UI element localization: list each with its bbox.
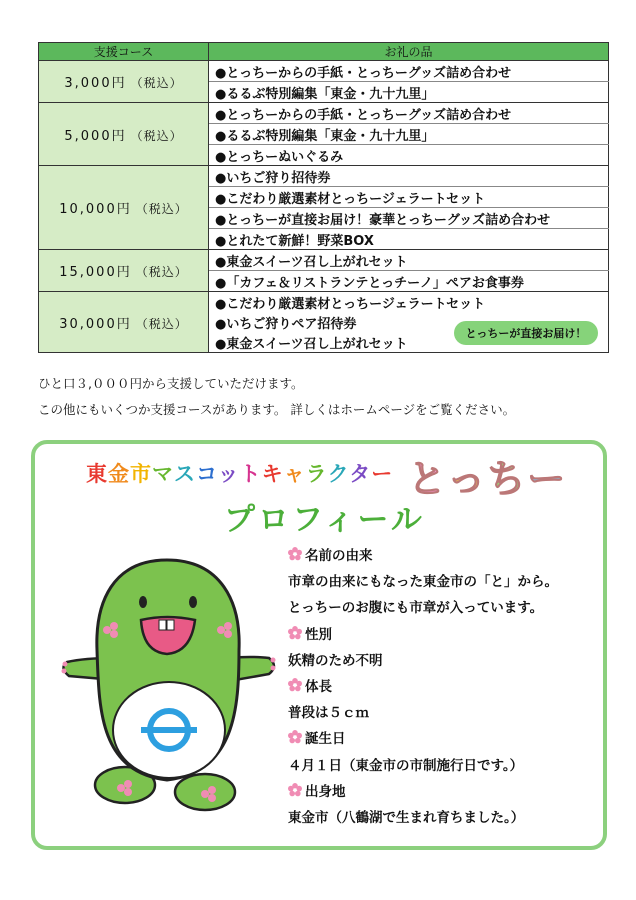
gift-item: ●「カフェ＆リストランテとっチーノ」ペアお食事券 bbox=[209, 271, 609, 292]
logo-char: ち bbox=[487, 457, 528, 501]
heading-char: ャ bbox=[283, 462, 306, 486]
logo-char: っ bbox=[447, 457, 488, 501]
course-cell bbox=[39, 292, 209, 353]
heading-char: ー bbox=[371, 462, 394, 486]
profile-field-value bbox=[288, 570, 558, 590]
course-tax: （税込） bbox=[135, 316, 188, 331]
sakura-icon bbox=[288, 678, 302, 692]
course-tax: （税込） bbox=[135, 202, 188, 216]
gift-item: ●こだわり厳選素材とっちージェラートセット bbox=[209, 187, 609, 208]
course-tax: （税込） bbox=[130, 76, 183, 90]
profile-subtitle: プロフィール bbox=[224, 502, 425, 538]
profile-field-label bbox=[288, 780, 346, 800]
table-row bbox=[39, 103, 609, 124]
course-tax: （税込） bbox=[135, 265, 188, 279]
table-row bbox=[39, 292, 609, 313]
sakura-icon bbox=[288, 547, 302, 561]
table-header-row bbox=[39, 43, 609, 61]
profile-text: 普段は５ｃｍ bbox=[288, 705, 369, 722]
profile-field-label bbox=[288, 675, 332, 695]
heading-char: コ bbox=[196, 462, 218, 486]
profile-text: 出身地 bbox=[305, 783, 346, 800]
course-amount: 10,000円 bbox=[59, 202, 132, 217]
profile-text: 東金市（八鶴湖で生まれ育ちました。） bbox=[288, 810, 525, 826]
logo-char: と bbox=[408, 457, 448, 501]
heading-char: ッ bbox=[217, 462, 240, 486]
profile-field-value bbox=[288, 806, 524, 826]
sakura-icon bbox=[288, 730, 302, 744]
profile-text: 体長 bbox=[305, 679, 332, 695]
course-cell bbox=[39, 166, 209, 250]
heading-char: マ bbox=[152, 462, 174, 486]
profile-text: 名前の由来 bbox=[305, 548, 373, 564]
gift-item: ●いちご狩りペア招待券 bbox=[209, 312, 609, 332]
heading-char: 東 bbox=[86, 462, 108, 486]
gift-item: ●とっちーからの手紙・とっちーグッズ詰め合わせ bbox=[209, 103, 609, 124]
course-amount: 15,000円 bbox=[59, 265, 132, 280]
mascot-illustration bbox=[55, 540, 285, 820]
course-cell bbox=[39, 103, 209, 166]
gift-item: ●とっちーぬいぐるみ bbox=[209, 145, 609, 166]
profile-text: 市章の由来にもなった東金市の「と」から。 bbox=[288, 574, 558, 591]
gift-item: ●とっちーからの手紙・とっちーグッズ詰め合わせ bbox=[209, 61, 609, 82]
profile-field-label bbox=[288, 623, 332, 643]
profile-heading bbox=[86, 458, 393, 488]
logo-char: ー bbox=[527, 457, 568, 501]
heading-char: ト bbox=[239, 462, 262, 486]
tocchi-logo bbox=[408, 448, 567, 503]
gift-item: ●東金スイーツ召し上がれセット bbox=[209, 250, 609, 271]
direct-delivery-badge: とっちーが直接お届け！ bbox=[454, 321, 598, 345]
heading-char: ク bbox=[327, 462, 350, 486]
profile-field-label bbox=[288, 727, 346, 747]
note-min-amount: ひと口３,０００円から支援していただけます。 bbox=[38, 376, 304, 391]
course-cell bbox=[39, 61, 209, 103]
profile-field-value bbox=[288, 649, 383, 669]
profile-field-label bbox=[288, 544, 373, 564]
profile-text: とっちーのお腹にも市章が入っています。 bbox=[288, 600, 544, 617]
profile-field-value bbox=[288, 754, 523, 774]
heading-char: ラ bbox=[305, 462, 328, 486]
header-course: 支援コース bbox=[39, 43, 209, 61]
course-table bbox=[38, 42, 609, 353]
table-row bbox=[39, 166, 609, 187]
table-row bbox=[39, 61, 609, 82]
course-amount: 30,000円 bbox=[59, 316, 132, 332]
gift-item: ●いちご狩り招待券 bbox=[209, 166, 609, 187]
profile-field-value bbox=[288, 596, 543, 616]
heading-char: タ bbox=[349, 462, 372, 486]
profile-text: 誕生日 bbox=[305, 731, 346, 748]
heading-char: 金 bbox=[108, 462, 130, 486]
course-cell bbox=[39, 250, 209, 292]
gift-item: ●るるぶ特別編集「東金・九十九里」 bbox=[209, 124, 609, 145]
gift-item: ●東金スイーツ召し上がれセット bbox=[209, 332, 609, 353]
gift-item: ●とっちーが直接お届け！豪華とっちーグッズ詰め合わせ bbox=[209, 208, 609, 229]
profile-text: ４月１日（東金市の市制施行日です。） bbox=[288, 757, 524, 774]
profile-text: 性別 bbox=[305, 626, 332, 643]
gift-item: ●るるぶ特別編集「東金・九十九里」 bbox=[209, 82, 609, 103]
heading-char: キ bbox=[261, 462, 284, 486]
sakura-icon bbox=[288, 626, 302, 640]
heading-char: ス bbox=[174, 462, 196, 486]
gift-item: ●こだわり厳選素材とっちージェラートセット bbox=[209, 292, 609, 313]
heading-char: 市 bbox=[130, 462, 152, 486]
gift-item: ●とれたて新鮮！野菜BOX bbox=[209, 229, 609, 250]
sakura-icon bbox=[288, 783, 302, 797]
course-amount: 5,000円 bbox=[64, 128, 127, 144]
course-tax: （税込） bbox=[130, 128, 183, 143]
header-gift: お礼の品 bbox=[209, 43, 609, 61]
table-row bbox=[39, 250, 609, 271]
note-more-courses: この他にもいくつか支援コースがあります。 詳しくはホームページをご覧ください。 bbox=[38, 402, 516, 417]
profile-text: 妖精のため不明 bbox=[288, 652, 383, 669]
course-amount: 3,000円 bbox=[64, 76, 127, 91]
profile-field-value bbox=[288, 701, 369, 721]
